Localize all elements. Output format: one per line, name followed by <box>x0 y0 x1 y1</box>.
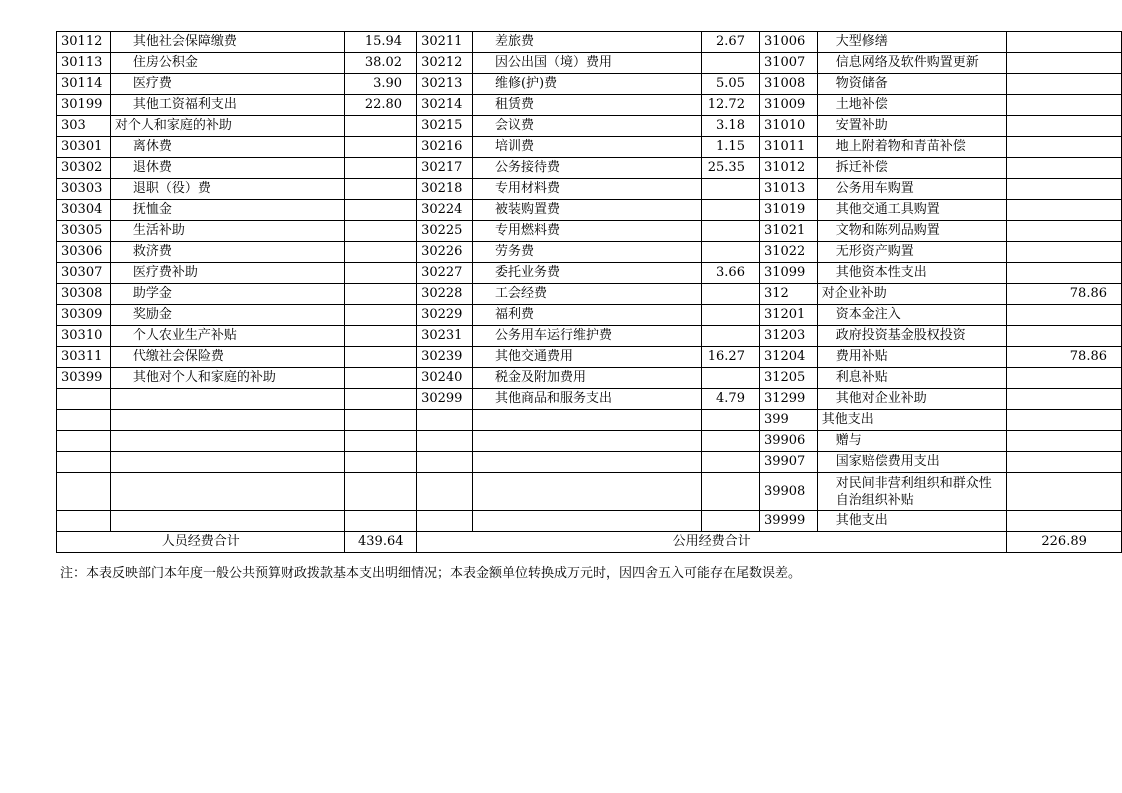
name-cell: 劳务费 <box>472 242 701 263</box>
amount-cell <box>702 242 760 263</box>
code-cell: 30299 <box>417 389 473 410</box>
code-cell: 30399 <box>57 368 111 389</box>
table-row <box>57 221 1122 242</box>
amount-cell <box>702 431 760 452</box>
amount-cell <box>1007 200 1122 221</box>
budget-expenditure-table <box>56 31 1122 553</box>
amount-cell <box>1007 410 1122 431</box>
amount-cell: 22.80 <box>345 95 417 116</box>
code-cell: 30231 <box>417 326 473 347</box>
amount-cell <box>345 137 417 158</box>
name-cell <box>472 511 701 532</box>
table-row <box>57 32 1122 53</box>
amount-cell <box>1007 452 1122 473</box>
table-row <box>57 473 1122 511</box>
code-cell: 31007 <box>759 53 817 74</box>
code-cell <box>57 511 111 532</box>
amount-cell: 3.90 <box>345 74 417 95</box>
amount-cell <box>1007 95 1122 116</box>
code-cell <box>57 452 111 473</box>
code-cell: 30114 <box>57 74 111 95</box>
code-cell: 30301 <box>57 137 111 158</box>
name-cell <box>110 389 345 410</box>
name-cell: 税金及附加费用 <box>472 368 701 389</box>
totals-row <box>57 532 1122 553</box>
name-cell: 其他交通工具购置 <box>817 200 1006 221</box>
amount-cell: 4.79 <box>702 389 760 410</box>
name-cell: 其他支出 <box>817 511 1006 532</box>
name-cell: 公务用车购置 <box>817 179 1006 200</box>
amount-cell <box>702 452 760 473</box>
name-cell: 其他对个人和家庭的补助 <box>110 368 345 389</box>
code-cell: 31299 <box>759 389 817 410</box>
name-cell <box>110 452 345 473</box>
table-row <box>57 179 1122 200</box>
personnel-total-value: 439.64 <box>345 532 417 553</box>
amount-cell <box>1007 116 1122 137</box>
name-cell: 维修(护)费 <box>472 74 701 95</box>
code-cell: 39906 <box>759 431 817 452</box>
amount-cell <box>1007 32 1122 53</box>
amount-cell <box>1007 179 1122 200</box>
amount-cell <box>345 200 417 221</box>
code-cell: 30211 <box>417 32 473 53</box>
name-cell <box>472 431 701 452</box>
code-cell: 30212 <box>417 53 473 74</box>
code-cell <box>417 511 473 532</box>
code-cell: 31019 <box>759 200 817 221</box>
code-cell: 31009 <box>759 95 817 116</box>
code-cell: 30229 <box>417 305 473 326</box>
code-cell <box>57 410 111 431</box>
amount-cell: 3.18 <box>702 116 760 137</box>
amount-cell <box>702 305 760 326</box>
amount-cell <box>1007 326 1122 347</box>
amount-cell <box>702 53 760 74</box>
code-cell: 30309 <box>57 305 111 326</box>
table-row <box>57 452 1122 473</box>
name-cell: 代缴社会保险费 <box>110 347 345 368</box>
code-cell: 31011 <box>759 137 817 158</box>
amount-cell: 16.27 <box>702 347 760 368</box>
name-cell: 奖励金 <box>110 305 345 326</box>
name-cell <box>472 473 701 511</box>
name-cell: 对民间非营利组织和群众性自治组织补贴 <box>817 473 1006 511</box>
name-cell: 救济费 <box>110 242 345 263</box>
name-cell <box>110 410 345 431</box>
table-row <box>57 95 1122 116</box>
amount-cell <box>345 431 417 452</box>
amount-cell <box>702 284 760 305</box>
code-cell: 30112 <box>57 32 111 53</box>
name-cell: 被装购置费 <box>472 200 701 221</box>
name-cell: 资本金注入 <box>817 305 1006 326</box>
name-cell: 工会经费 <box>472 284 701 305</box>
name-cell: 其他对企业补助 <box>817 389 1006 410</box>
name-cell: 对企业补助 <box>817 284 1006 305</box>
code-cell: 30225 <box>417 221 473 242</box>
name-cell <box>110 511 345 532</box>
public-total-label: 公用经费合计 <box>417 532 1007 553</box>
name-cell <box>472 410 701 431</box>
table-row <box>57 431 1122 452</box>
amount-cell: 12.72 <box>702 95 760 116</box>
code-cell: 31021 <box>759 221 817 242</box>
table-row <box>57 347 1122 368</box>
code-cell: 30224 <box>417 200 473 221</box>
amount-cell <box>345 511 417 532</box>
code-cell: 31010 <box>759 116 817 137</box>
table-row <box>57 263 1122 284</box>
amount-cell <box>702 179 760 200</box>
amount-cell <box>345 263 417 284</box>
code-cell: 31099 <box>759 263 817 284</box>
code-cell: 30306 <box>57 242 111 263</box>
amount-cell <box>1007 511 1122 532</box>
code-cell: 30304 <box>57 200 111 221</box>
name-cell: 地上附着物和青苗补偿 <box>817 137 1006 158</box>
amount-cell: 1.15 <box>702 137 760 158</box>
table-row <box>57 137 1122 158</box>
amount-cell <box>345 410 417 431</box>
public-total-value: 226.89 <box>1007 532 1122 553</box>
code-cell <box>417 431 473 452</box>
table-row <box>57 158 1122 179</box>
code-cell: 31022 <box>759 242 817 263</box>
name-cell <box>110 473 345 511</box>
name-cell: 差旅费 <box>472 32 701 53</box>
name-cell: 赠与 <box>817 431 1006 452</box>
amount-cell <box>1007 389 1122 410</box>
personnel-total-label: 人员经费合计 <box>57 532 345 553</box>
name-cell: 公务接待费 <box>472 158 701 179</box>
code-cell: 31203 <box>759 326 817 347</box>
code-cell: 39999 <box>759 511 817 532</box>
code-cell: 30227 <box>417 263 473 284</box>
code-cell: 30217 <box>417 158 473 179</box>
amount-cell <box>345 284 417 305</box>
amount-cell: 5.05 <box>702 74 760 95</box>
table-row <box>57 326 1122 347</box>
amount-cell <box>345 179 417 200</box>
name-cell: 医疗费 <box>110 74 345 95</box>
name-cell: 信息网络及软件购置更新 <box>817 53 1006 74</box>
name-cell: 利息补贴 <box>817 368 1006 389</box>
name-cell: 国家赔偿费用支出 <box>817 452 1006 473</box>
code-cell: 30216 <box>417 137 473 158</box>
name-cell: 大型修缮 <box>817 32 1006 53</box>
code-cell: 30302 <box>57 158 111 179</box>
amount-cell <box>345 389 417 410</box>
amount-cell: 2.67 <box>702 32 760 53</box>
amount-cell <box>702 473 760 511</box>
code-cell <box>417 473 473 511</box>
code-cell: 30215 <box>417 116 473 137</box>
name-cell: 安置补助 <box>817 116 1006 137</box>
table-row <box>57 116 1122 137</box>
amount-cell <box>1007 473 1122 511</box>
amount-cell <box>1007 221 1122 242</box>
code-cell: 31008 <box>759 74 817 95</box>
name-cell <box>110 431 345 452</box>
name-cell: 医疗费补助 <box>110 263 345 284</box>
table-row <box>57 389 1122 410</box>
code-cell: 30305 <box>57 221 111 242</box>
name-cell: 其他支出 <box>817 410 1006 431</box>
name-cell: 其他社会保障缴费 <box>110 32 345 53</box>
code-cell: 30239 <box>417 347 473 368</box>
amount-cell <box>1007 305 1122 326</box>
code-cell <box>417 410 473 431</box>
amount-cell: 78.86 <box>1007 347 1122 368</box>
code-cell: 30307 <box>57 263 111 284</box>
name-cell: 专用燃料费 <box>472 221 701 242</box>
amount-cell <box>345 242 417 263</box>
table-row <box>57 511 1122 532</box>
code-cell: 31205 <box>759 368 817 389</box>
table-note: 注：本表反映部门本年度一般公共预算财政拨款基本支出明细情况；本表金额单位转换成万元时，因四舍五入可能存在尾数误差。 <box>60 566 802 581</box>
name-cell: 公务用车运行维护费 <box>472 326 701 347</box>
table-row <box>57 242 1122 263</box>
amount-cell: 15.94 <box>345 32 417 53</box>
amount-cell <box>1007 368 1122 389</box>
amount-cell: 3.66 <box>702 263 760 284</box>
name-cell: 物资储备 <box>817 74 1006 95</box>
name-cell: 其他工资福利支出 <box>110 95 345 116</box>
code-cell: 30310 <box>57 326 111 347</box>
name-cell: 福利费 <box>472 305 701 326</box>
amount-cell <box>702 200 760 221</box>
code-cell: 31201 <box>759 305 817 326</box>
amount-cell <box>702 410 760 431</box>
code-cell <box>417 452 473 473</box>
code-cell: 399 <box>759 410 817 431</box>
amount-cell <box>345 347 417 368</box>
name-cell: 生活补助 <box>110 221 345 242</box>
amount-cell <box>1007 53 1122 74</box>
code-cell: 303 <box>57 116 111 137</box>
amount-cell <box>345 305 417 326</box>
name-cell: 个人农业生产补贴 <box>110 326 345 347</box>
name-cell: 土地补偿 <box>817 95 1006 116</box>
name-cell: 费用补贴 <box>817 347 1006 368</box>
name-cell: 专用材料费 <box>472 179 701 200</box>
name-cell <box>472 452 701 473</box>
name-cell: 对个人和家庭的补助 <box>110 116 345 137</box>
code-cell: 30218 <box>417 179 473 200</box>
name-cell: 其他交通费用 <box>472 347 701 368</box>
amount-cell <box>1007 158 1122 179</box>
name-cell: 其他资本性支出 <box>817 263 1006 284</box>
amount-cell <box>345 326 417 347</box>
code-cell: 39908 <box>759 473 817 511</box>
code-cell: 30303 <box>57 179 111 200</box>
name-cell: 离休费 <box>110 137 345 158</box>
amount-cell <box>1007 242 1122 263</box>
code-cell: 31012 <box>759 158 817 179</box>
code-cell: 30228 <box>417 284 473 305</box>
name-cell: 培训费 <box>472 137 701 158</box>
amount-cell <box>1007 137 1122 158</box>
amount-cell <box>345 221 417 242</box>
code-cell: 30226 <box>417 242 473 263</box>
code-cell <box>57 473 111 511</box>
amount-cell <box>345 368 417 389</box>
table-row <box>57 305 1122 326</box>
name-cell: 会议费 <box>472 116 701 137</box>
code-cell: 30199 <box>57 95 111 116</box>
amount-cell <box>345 473 417 511</box>
name-cell: 助学金 <box>110 284 345 305</box>
name-cell: 无形资产购置 <box>817 242 1006 263</box>
code-cell: 31204 <box>759 347 817 368</box>
amount-cell <box>345 116 417 137</box>
name-cell: 抚恤金 <box>110 200 345 221</box>
code-cell: 30214 <box>417 95 473 116</box>
code-cell: 30213 <box>417 74 473 95</box>
name-cell: 因公出国（境）费用 <box>472 53 701 74</box>
code-cell: 31013 <box>759 179 817 200</box>
code-cell <box>57 431 111 452</box>
table-body <box>57 32 1122 532</box>
table-row <box>57 200 1122 221</box>
name-cell: 退职（役）费 <box>110 179 345 200</box>
amount-cell <box>1007 263 1122 284</box>
table-row <box>57 53 1122 74</box>
name-cell: 其他商品和服务支出 <box>472 389 701 410</box>
table-row <box>57 410 1122 431</box>
code-cell: 30240 <box>417 368 473 389</box>
amount-cell <box>702 221 760 242</box>
code-cell: 31006 <box>759 32 817 53</box>
amount-cell <box>702 326 760 347</box>
name-cell: 政府投资基金股权投资 <box>817 326 1006 347</box>
code-cell: 39907 <box>759 452 817 473</box>
table-row <box>57 284 1122 305</box>
amount-cell: 25.35 <box>702 158 760 179</box>
amount-cell <box>702 368 760 389</box>
table-row <box>57 74 1122 95</box>
amount-cell <box>1007 431 1122 452</box>
name-cell: 文物和陈列品购置 <box>817 221 1006 242</box>
name-cell: 拆迁补偿 <box>817 158 1006 179</box>
amount-cell: 38.02 <box>345 53 417 74</box>
amount-cell <box>1007 74 1122 95</box>
amount-cell <box>345 158 417 179</box>
code-cell: 30308 <box>57 284 111 305</box>
amount-cell: 78.86 <box>1007 284 1122 305</box>
code-cell <box>57 389 111 410</box>
amount-cell <box>345 452 417 473</box>
name-cell: 退休费 <box>110 158 345 179</box>
amount-cell <box>702 511 760 532</box>
name-cell: 委托业务费 <box>472 263 701 284</box>
code-cell: 312 <box>759 284 817 305</box>
name-cell: 租赁费 <box>472 95 701 116</box>
code-cell: 30113 <box>57 53 111 74</box>
name-cell: 住房公积金 <box>110 53 345 74</box>
code-cell: 30311 <box>57 347 111 368</box>
table-row <box>57 368 1122 389</box>
